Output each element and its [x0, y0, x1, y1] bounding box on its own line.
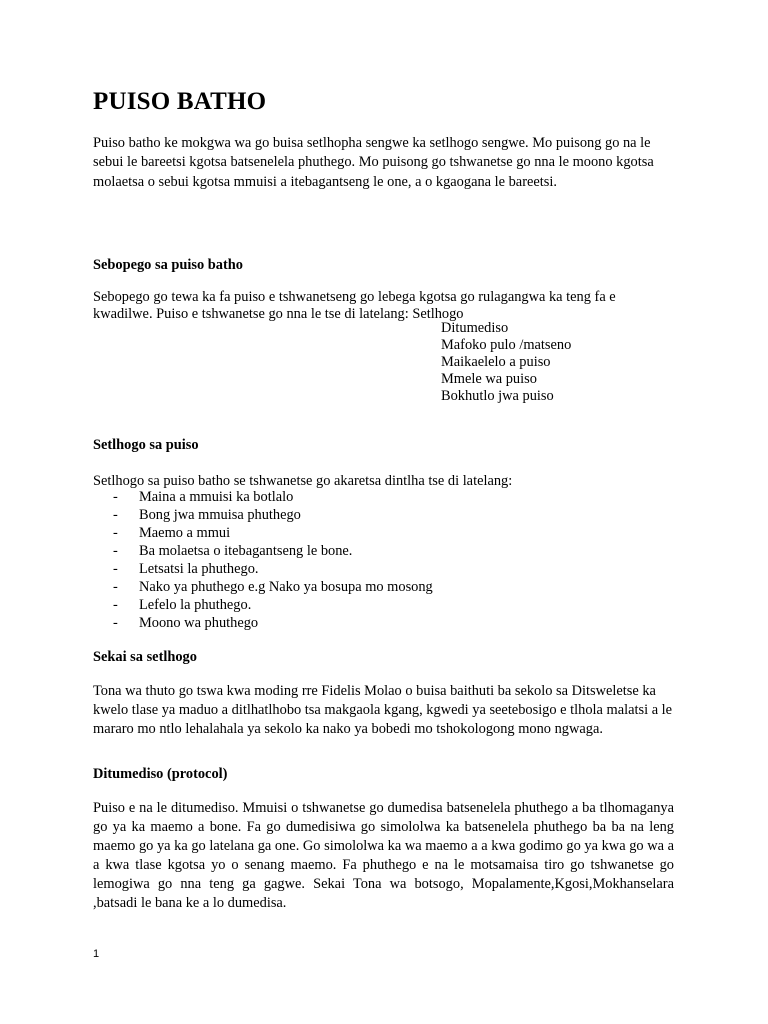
list-item-text: Bong jwa mmuisa phuthego — [139, 507, 301, 523]
dash-bullet: - — [113, 615, 118, 631]
list-item-text: Lefelo la phuthego. — [139, 597, 252, 613]
document-title: PUISO BATHO — [93, 88, 267, 115]
structure-list — [441, 320, 571, 405]
page-number: 1 — [93, 948, 100, 960]
dash-bullet: - — [113, 543, 118, 559]
list-item: Mmele wa puiso — [441, 371, 537, 387]
dash-bullet: - — [113, 507, 118, 523]
dash-bullet: - — [113, 489, 118, 505]
heading-ditumediso: Ditumediso (protocol) — [93, 766, 228, 782]
sekai-paragraph: Tona wa thuto go tswa kwa moding rre Fidelis Molao o buisa baithuti ba sekolo sa Ditsweletse ka kwelo tlase ya maduo a ditlhatlhobo tsa makgaola kgang, kgwedi ya seetebosigo e tlhola malatsi a le mararo mo ntlo lehalahala ya sekolo ka nako ya bobedi mo tshokologong mono ngwaga. — [93, 683, 673, 737]
list-item: Ditumediso — [441, 320, 509, 336]
list-item-text: Ba molaetsa o itebagantseng le bone. — [139, 543, 353, 559]
dash-bullet: - — [113, 597, 118, 613]
dash-bullet: - — [113, 561, 118, 577]
setlhogo-paragraph: Setlhogo sa puiso batho se tshwanetse go akaretsa dintlha tse di latelang: — [93, 473, 513, 489]
list-item — [113, 542, 433, 560]
list-item — [113, 596, 433, 614]
list-item — [113, 488, 433, 506]
list-item — [113, 578, 433, 596]
intro-paragraph: Puiso batho ke mokgwa wa go buisa setlhopha sengwe ka setlhogo sengwe. Mo puisong go na le sebui le bareetsi kgotsa batsenelela phuthego. Mo puisong go tshwanetse go nna le moono kgotsa molaetsa o sebui kgotsa mmuisi a itebagantseng le one, a o kgaogana le bareetsi. — [93, 135, 654, 190]
list-item-text: Nako ya phuthego e.g Nako ya bosupa mo mosong — [139, 579, 433, 595]
list-item — [113, 524, 433, 542]
list-item — [113, 560, 433, 578]
dash-bullet: - — [113, 579, 118, 595]
list-item-text: Moono wa phuthego — [139, 615, 259, 631]
list-item-text: Maemo a mmui — [139, 525, 231, 541]
setlhogo-list — [113, 488, 433, 632]
heading-setlhogo: Setlhogo sa puiso — [93, 437, 199, 453]
heading-sebopego: Sebopego sa puiso batho — [93, 257, 243, 273]
list-item: Maikaelelo a puiso — [441, 354, 551, 370]
heading-sekai: Sekai sa setlhogo — [93, 649, 197, 665]
list-item-text: Letsatsi la phuthego. — [139, 561, 259, 577]
list-item — [113, 614, 433, 632]
list-item-text: Maina a mmuisi ka botlalo — [139, 489, 294, 505]
dash-bullet: - — [113, 525, 118, 541]
list-item — [113, 506, 433, 524]
structure-paragraph: Sebopego go tewa ka fa puiso e tshwanetseng go lebega kgotsa go rulagangwa ka teng fa e kwadilwe. Puiso e tshwanetse go nna le tse di latelang: Setlhogo — [93, 289, 616, 322]
list-item: Mafoko pulo /matseno — [441, 337, 572, 353]
list-item: Bokhutlo jwa puiso — [441, 388, 554, 404]
ditumediso-paragraph: Puiso e na le ditumediso. Mmuisi o tshwanetse go dumedisa batsenelela phuthego a ba tlhomaganya go ya ka maemo a bone. Fa go dumedisiwa go simololwa ka batsenelela phuthego ba ba na leng maemo go ya ka go latelana ga one. Go simololwa ka wa maemo a a kwa godimo go ya kwa go wa a a kwa tlase kgotsa yo o senang maemo. Fa phuthego e na le motsamaisa tiro go tshwanetse go lemogiwa go nna teng ga gagwe. Sekai Tona wa botsogo, Mopalamente,Kgosi,Mokhanselara ,batsadi le bana ke a lo dumedisa. — [93, 800, 674, 911]
